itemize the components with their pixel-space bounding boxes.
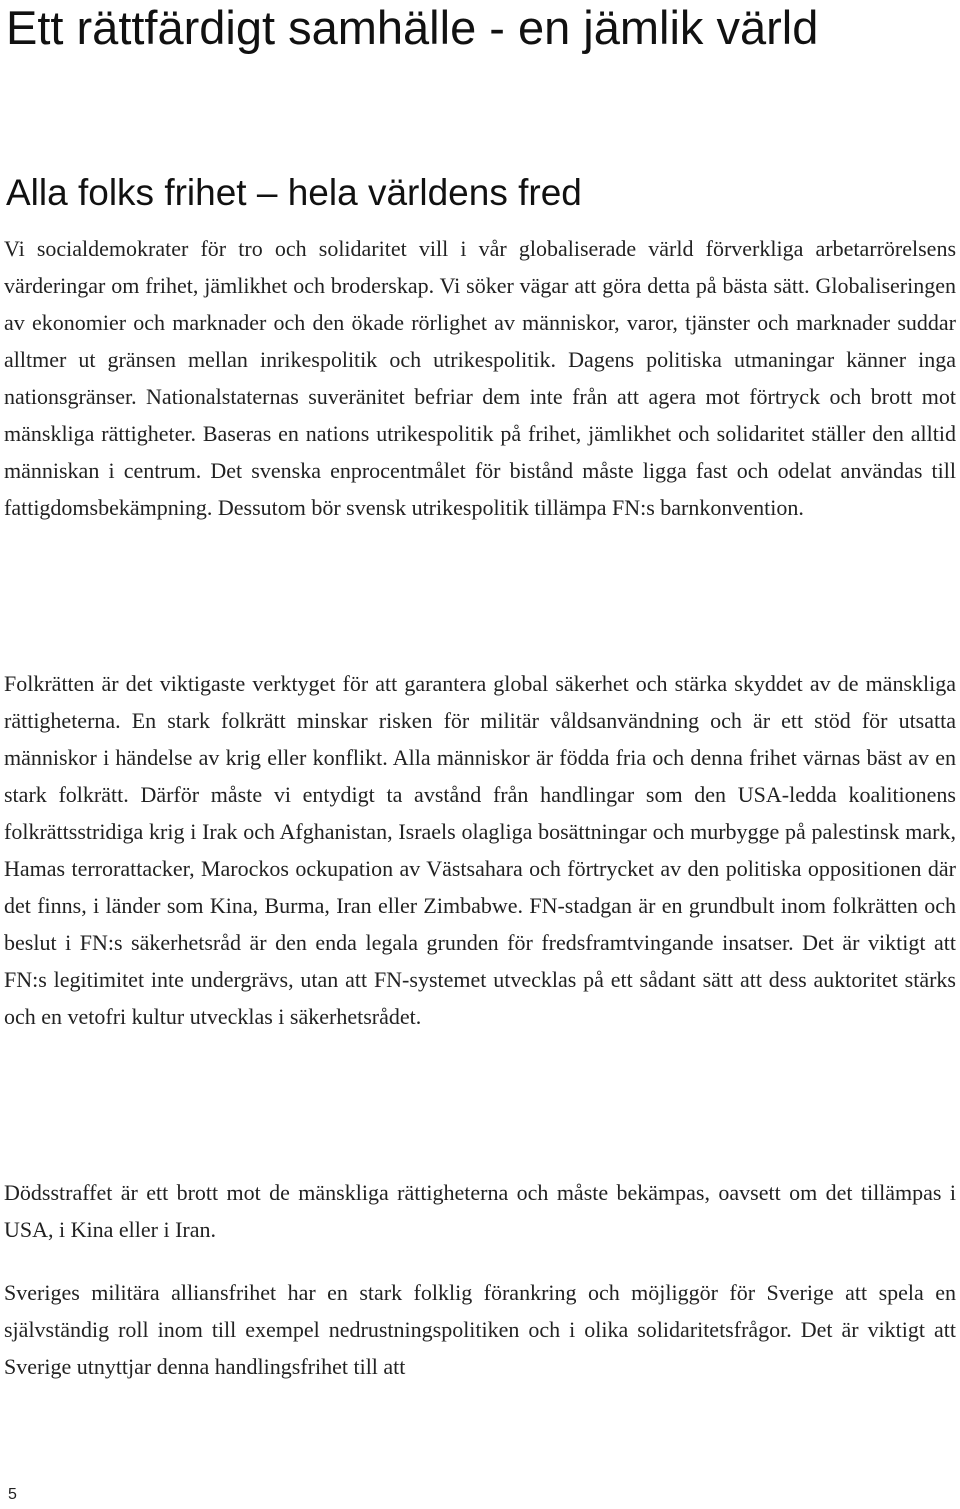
section-heading: Alla folks frihet – hela världens fred xyxy=(6,172,582,213)
document-title: Ett rättfärdigt samhälle - en jämlik värld xyxy=(6,1,819,54)
paragraph-international-law: Folkrätten är det viktigaste verktyget för att garantera global säkerhet och stärka skyddet av de mänskliga rättigheterna. En stark folkrätt minskar risken för militär våldsanvändning och är ett stöd för utsatta människor i händelse av krig eller konflikt. Alla människor är födda fria och denna frihet värnas bäst av en stark folkrätt. Därför måste vi entydigt ta avstånd från handlingar som den USA-ledda koalitionens folkrättsstridiga krig i Irak och Afghanistan, Israels olagliga bosättningar och murbygge på palestinsk mark, Hamas terrorattacker, Marockos ockupation av Västsahara och förtrycket av den politiska oppositionen där det finns, i länder som Kina, Burma, Iran eller Zimbabwe. FN-stadgan är en grundbult inom folkrätten och beslut i FN:s säkerhetsråd är den enda legala grunden för fredsframtvingande insatser. Det är viktigt att FN:s legitimitet inte undergrävs, utan att FN-systemet utvecklas på ett sådant sätt att dess auktoritet stärks och en vetofri kultur utvecklas i säkerhetsrådet. xyxy=(4,671,956,1029)
page-number: 5 xyxy=(8,1486,17,1503)
paragraph-intro: Vi socialdemokrater för tro och solidaritet vill i vår globaliserade värld förverkliga arbetarrörelsens värderingar om frihet, jämlikhet och broderskap. Vi söker vägar att göra detta på bästa sätt. Globaliseringen av ekonomier och marknader och den ökade rörlighet av människor, varor, tjänster och marknader suddar alltmer ut gränsen mellan inrikespolitik och utrikespolitik. Dagens politiska utmaningar känner inga nationsgränser. Nationalstaternas suveränitet befriar dem inte från att agera mot förtryck och brott mot mänskliga rättigheter. Baseras en nations utrikespolitik på frihet, jämlikhet och solidaritet ställer den alltid människan i centrum. Det svenska enprocentmålet för bistånd måste ligga fast och odelat användas till fattigdomsbekämpning. Dessutom bör svensk utrikespolitik tillämpa FN:s barnkonvention. xyxy=(4,236,956,520)
paragraph-military-nonalignment: Sveriges militära alliansfrihet har en stark folklig förankring och möjliggör för Sverige att spela en självständig roll inom till exempel nedrustningspolitiken och i olika solidaritetsfrågor. Det är viktigt att Sverige utnyttjar denna handlingsfrihet till att xyxy=(4,1280,956,1379)
paragraph-death-penalty: Dödsstraffet är ett brott mot de mänskliga rättigheterna och måste bekämpas, oavsett om det tillämpas i USA, i Kina eller i Iran. xyxy=(4,1180,956,1242)
